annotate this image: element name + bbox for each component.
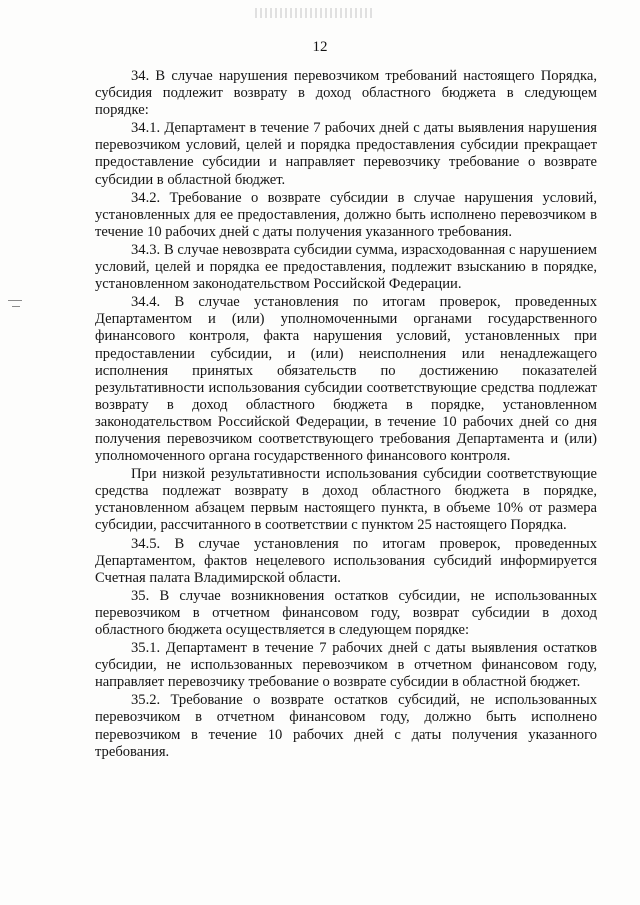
paragraph-34-5: 34.5. В случае установления по итогам проверок, проведенных Департаментом, фактов нецелевого использования субсидий информируется Счетная палата Владимирской области. [95,535,597,586]
paragraph-35-2: 35.2. Требование о возврате остатков субсидий, не использованных перевозчиком в отчетном финансовом году, должно быть исполнено перевозчиком в течение 10 рабочих дней с даты получения указанного требования. [95,692,597,760]
scan-artifact [12,306,20,307]
paragraph-34-1: 34.1. Департамент в течение 7 рабочих дней с даты выявления нарушения перевозчиком условий, целей и порядка предоставления субсидии прекращает предоставление субсидии и направляет перевозчику требование о возврате субсидии в областной бюджет. [95,120,597,188]
paragraph-34-2: 34.2. Требование о возврате субсидии в случае нарушения условий, установленных для ее предоставления, должно быть исполнено перевозчиком в течение 10 рабочих дней с даты получения указанного требования. [95,189,597,240]
paragraph-34-4: 34.4. В случае установления по итогам проверок, проведенных Департаментом и (или) уполномоченными органами государственного финансового контроля, факта нарушения условий, установленных при предоставлении субсидии, и (или) неисполнения или ненадлежащего исполнения принятых обязательств по достижению показателей результативности использования субсидии соответствующие средства подлежат возврату в доход областного бюджета в порядке, установленном законодательством Российской Федерации, в течение 10 рабочих дней со дня получения перевозчиком соответствующего требования Департамента и (или) уполномоченного органа государственного финансового контроля. [95,294,597,465]
paragraph-35-1: 35.1. Департамент в течение 7 рабочих дней с даты выявления остатков субсидии, не использованных перевозчиком в отчетном финансовом году, направляет перевозчику требование о возврате субсидии в областной бюджет. [95,640,597,691]
paragraph-34-4-low-result: При низкой результативности использования субсидии соответствующие средства подлежат возврату в доход областного бюджета в порядке, установленном абзацем первым настоящего пункта, в объеме 10% от размера субсидии, рассчитанного в соответствии с пунктом 25 настоящего Порядка. [95,466,597,534]
scan-artifact [8,300,22,301]
paragraph-34: 34. В случае нарушения перевозчиком требований настоящего Порядка, субсидия подлежит возврату в доход областного бюджета в следующем порядке: [95,68,597,119]
paragraph-34-3: 34.3. В случае невозврата субсидии сумма, израсходованная с нарушением условий, целей и порядка ее предоставления, подлежит взысканию в порядке, установленном законодательством Российской Федерации. [95,241,597,293]
scan-artifact [255,8,375,18]
page-number: 12 [312,39,328,55]
paragraph-35: 35. В случае возникновения остатков субсидии, не использованных перевозчиком в отчетном финансовом году, возврат субсидии в доход областного бюджета осуществляется в следующем порядке: [95,587,597,638]
document-body [95,68,597,761]
